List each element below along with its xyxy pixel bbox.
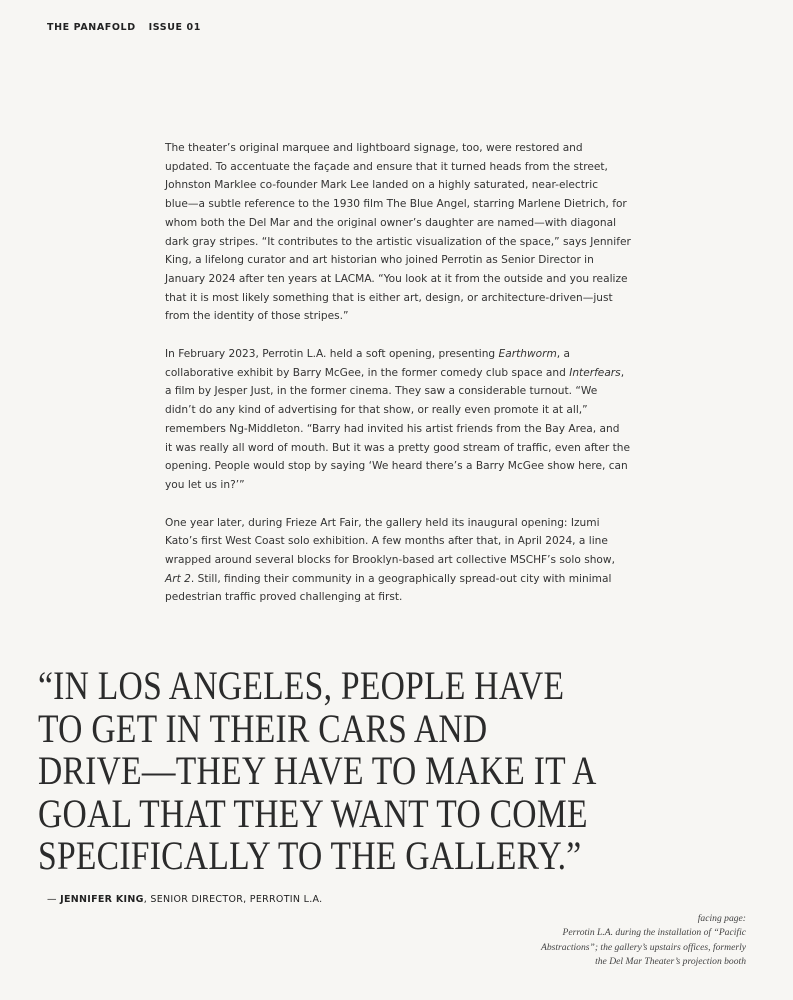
body-text-segment: , a <box>556 348 570 361</box>
quote-attribution <box>47 894 323 905</box>
publication-name: THE PANAFOLD <box>47 22 136 33</box>
body-text-segment: that it is most likely something that is either art, design, or architecture-driven—just <box>165 291 613 304</box>
paragraph-line <box>165 307 635 326</box>
paragraph-line <box>165 214 635 233</box>
paragraph-line <box>165 345 635 364</box>
caption-line: facing page: <box>697 913 746 924</box>
paragraph-line <box>165 289 635 308</box>
body-text-segment: wrapped around several blocks for Brooklyn-based art collective MSCHF’s solo show, <box>165 554 615 567</box>
paragraph-line <box>165 457 635 476</box>
caption-line: the Del Mar Theater’s projection booth <box>595 955 746 967</box>
body-text-segment: opening. People would stop by saying ‘We heard there’s a Barry McGee show here, can <box>165 460 628 473</box>
paragraph-line <box>165 251 635 270</box>
paragraph-line <box>165 420 635 439</box>
body-text-segment: whom both the Del Mar and the original owner’s daughter are named—with diagonal <box>165 216 617 229</box>
attribution-title: , SENIOR DIRECTOR, PERROTIN L.A. <box>143 894 323 905</box>
attribution-name: JENNIFER KING <box>60 894 144 905</box>
paragraph-line <box>165 158 635 177</box>
issue-number: ISSUE 01 <box>148 22 201 33</box>
pull-quote-line: GOAL THAT THEY WANT TO COME <box>38 790 588 836</box>
paragraph-line <box>165 270 635 289</box>
paragraph-line <box>165 532 635 551</box>
body-text-segment: remembers Ng-Middleton. “Barry had invited his artist friends from the Bay Area, and <box>165 422 620 435</box>
body-text-segment: didn’t do any kind of advertising for that show, or really even promote it at all,” <box>165 404 588 417</box>
paragraph-line <box>165 139 635 158</box>
pull-quote-line: “IN LOS ANGELES, PEOPLE HAVE <box>38 663 565 708</box>
caption-line: Abstractions”; the gallery’s upstairs offices, formerly <box>540 941 746 953</box>
italic-title-text: Art 2 <box>165 572 191 585</box>
pull-quote-line: SPECIFICALLY TO THE GALLERY.” <box>38 833 582 878</box>
caption-line: Perrotin L.A. during the installation of “Pacific <box>562 927 746 939</box>
paragraph-line <box>165 233 635 252</box>
paragraph-line <box>165 195 635 214</box>
paragraph-line <box>165 401 635 420</box>
body-text-segment: from the identity of those stripes.” <box>165 310 349 323</box>
attribution-dash: — <box>47 894 61 905</box>
body-text-segment: Kato’s first West Coast solo exhibition. A few months after that, in April 2024, a line <box>165 535 608 548</box>
body-text-segment: pedestrian traffic proved challenging at first. <box>165 591 403 604</box>
italic-title-text: Interfears <box>569 366 621 379</box>
photo-caption <box>541 912 746 969</box>
body-text-segment: a film by Jesper Just, in the former cinema. They saw a considerable turnout. “We <box>165 385 598 398</box>
body-text-segment: The theater’s original marquee and lightboard signage, too, were restored and <box>165 142 583 154</box>
body-text-segment: updated. To accentuate the façade and ensure that it turned heads from the street, <box>165 160 608 173</box>
paragraph-line <box>165 588 635 607</box>
paragraph-line <box>165 382 635 401</box>
article-paragraph <box>165 514 635 608</box>
pull-quote-line: DRIVE—THEY HAVE TO MAKE IT A <box>38 748 597 793</box>
body-text-segment: King, a lifelong curator and art historian who joined Perrotin as Senior Director in <box>165 254 594 267</box>
body-text-segment: you let us in?’” <box>165 478 245 491</box>
article-body <box>165 139 635 626</box>
article-paragraph <box>165 139 635 326</box>
pull-quote <box>38 665 703 878</box>
pull-quote-line: TO GET IN THEIR CARS AND <box>38 705 488 751</box>
paragraph-line <box>165 476 635 495</box>
article-paragraph <box>165 345 635 495</box>
body-text-segment: January 2024 after ten years at LACMA. “You look at it from the outside and you realize <box>165 272 628 285</box>
body-text-segment: dark gray stripes. “It contributes to the artistic visualization of the space,” says Jennifer <box>165 235 631 248</box>
body-text-segment: it was really all word of mouth. But it was a pretty good stream of traffic, even after the <box>165 441 631 454</box>
paragraph-line <box>165 364 635 383</box>
paragraph-line <box>165 551 635 570</box>
paragraph-line <box>165 514 635 533</box>
body-text-segment: collaborative exhibit by Barry McGee, in the former comedy club space and <box>165 366 570 379</box>
body-text-segment: . Still, finding their community in a geographically spread-out city with minimal <box>190 572 612 585</box>
paragraph-line <box>165 439 635 458</box>
body-text-segment: One year later, during Frieze Art Fair, the gallery held its inaugural opening: Izumi <box>165 516 600 529</box>
running-header <box>47 22 201 33</box>
body-text-segment: blue—a subtle reference to the 1930 film The Blue Angel, starring Marlene Dietrich, for <box>165 198 627 211</box>
body-text-segment: In February 2023, Perrotin L.A. held a soft opening, presenting <box>165 348 499 361</box>
body-text-segment: , <box>620 366 625 379</box>
body-text-segment: Johnston Marklee co-founder Mark Lee landed on a highly saturated, near-electric <box>165 179 599 192</box>
paragraph-line <box>165 176 635 195</box>
italic-title-text: Earthworm <box>498 348 557 361</box>
paragraph-line <box>165 570 635 589</box>
